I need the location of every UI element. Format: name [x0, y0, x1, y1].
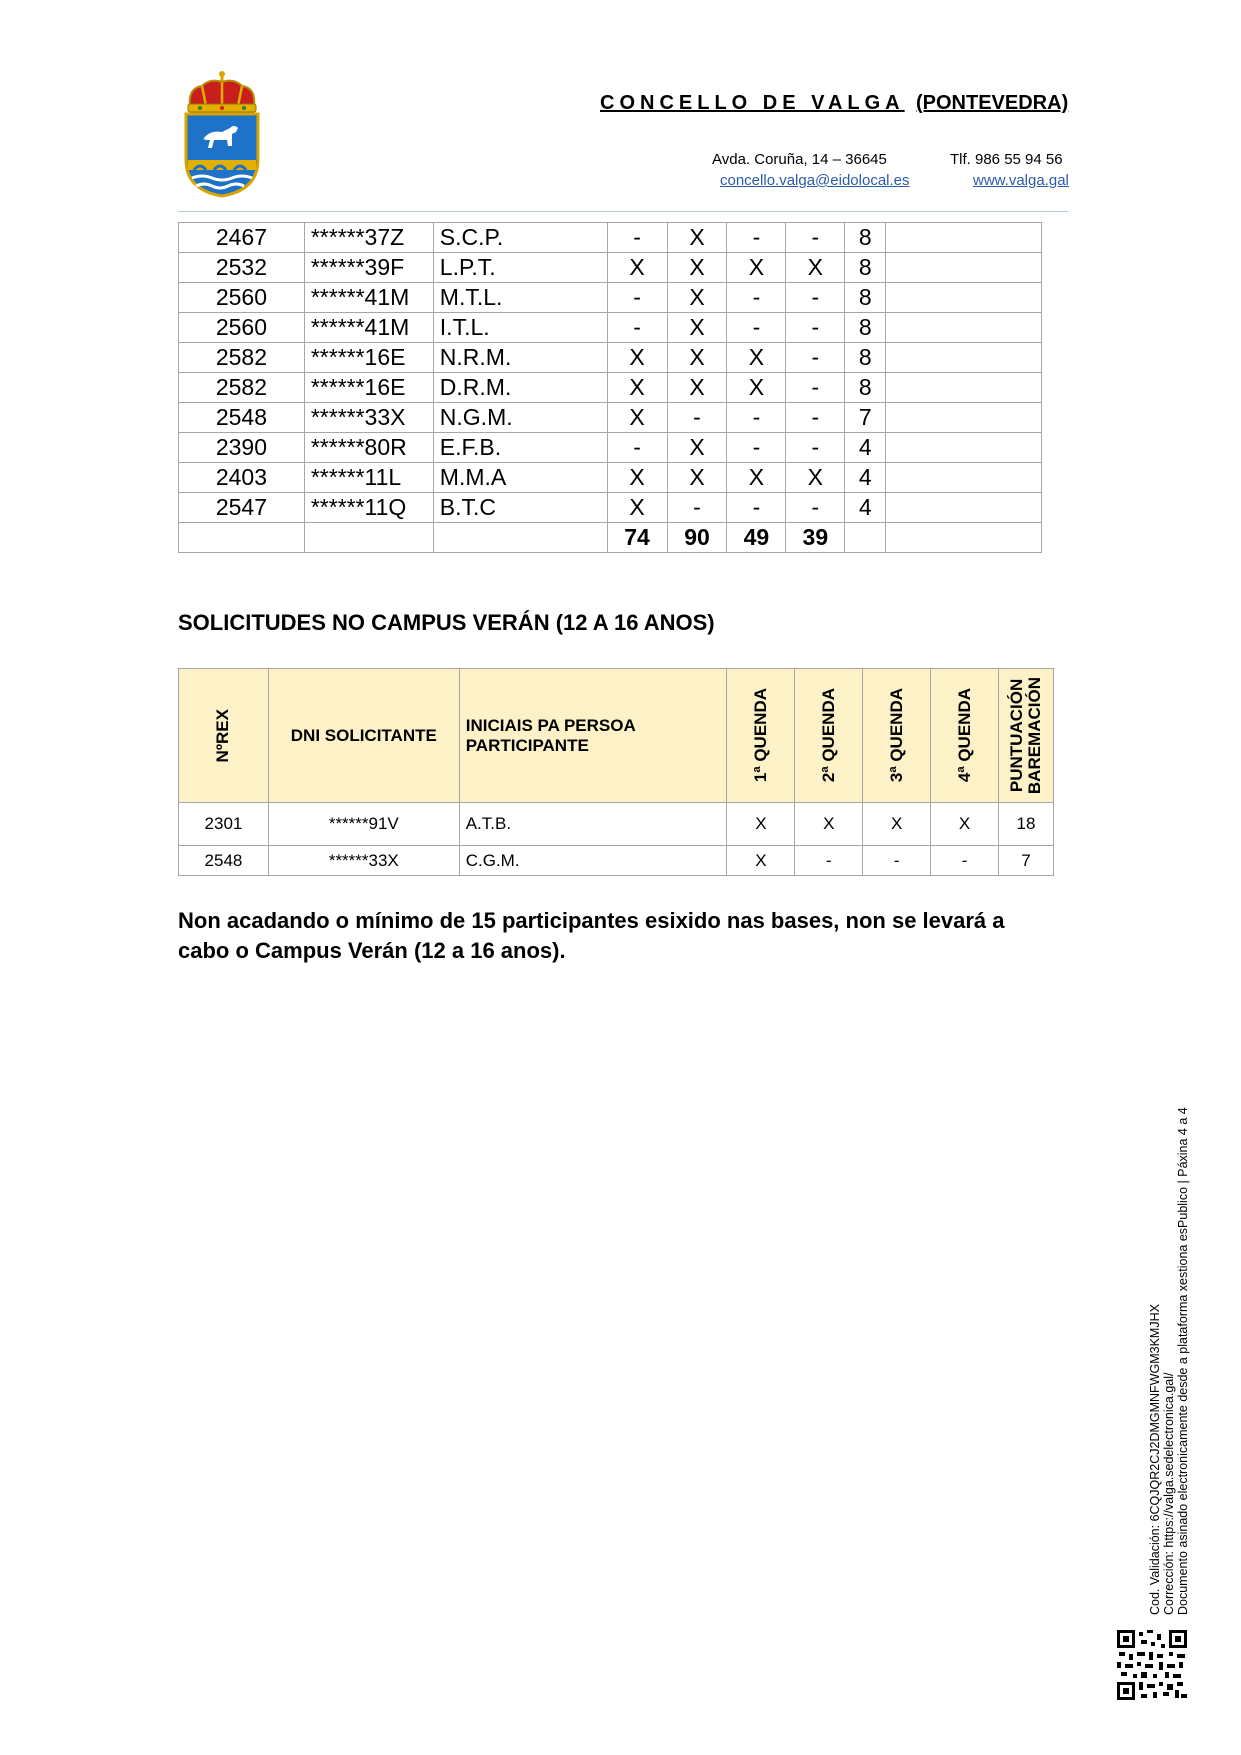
table-cell: 8: [845, 283, 886, 313]
table-cell: -: [786, 283, 845, 313]
section-title: SOLICITUDES NO CAMPUS VERÁN (12 A 16 ANOS): [178, 610, 715, 635]
table-cell: X: [795, 803, 863, 846]
table-header-row: [179, 669, 1054, 803]
table-cell: X: [667, 223, 727, 253]
table-cell: -: [727, 433, 786, 463]
table-cell: ******41M: [304, 283, 433, 313]
table-cell: 8: [845, 313, 886, 343]
table-cell: ******16E: [304, 343, 433, 373]
header-score: [998, 669, 1053, 803]
table-row: [179, 493, 1042, 523]
table-cell: ******11L: [304, 463, 433, 493]
table-cell: -: [786, 343, 845, 373]
table-cell: -: [667, 493, 727, 523]
table-cell: X: [667, 463, 727, 493]
table-cell: [886, 223, 1042, 253]
table-row: [179, 253, 1042, 283]
table-cell: [886, 313, 1042, 343]
table-cell: 2390: [179, 433, 305, 463]
table-cell: X: [727, 463, 786, 493]
table-cell: -: [727, 223, 786, 253]
table-cell: -: [607, 433, 667, 463]
table-cell: X: [607, 493, 667, 523]
header-quenda-2: 2ª QUENDA: [795, 669, 863, 803]
table-cell: ******80R: [304, 433, 433, 463]
table-cell: 8: [845, 253, 886, 283]
table-cell: -: [786, 433, 845, 463]
table-cell: 2582: [179, 343, 305, 373]
table-cell: 7: [845, 403, 886, 433]
table-cell: 90: [667, 523, 727, 553]
table-cell: 2560: [179, 313, 305, 343]
table-cell: [886, 493, 1042, 523]
table-cell: -: [786, 403, 845, 433]
table-cell: -: [786, 373, 845, 403]
table-cell: 4: [845, 463, 886, 493]
council-name: CONCELLO DE VALGA: [600, 92, 905, 114]
table-cell: [433, 523, 607, 553]
table-cell: M.T.L.: [433, 283, 607, 313]
table-cell: X: [786, 253, 845, 283]
table-cell: X: [667, 343, 727, 373]
table-cell: 49: [727, 523, 786, 553]
table-cell: -: [607, 313, 667, 343]
table-cell: I.T.L.: [433, 313, 607, 343]
table-cell: 39: [786, 523, 845, 553]
table-row: [179, 313, 1042, 343]
coat-of-arms-icon: [180, 68, 264, 198]
table-cell: 8: [845, 373, 886, 403]
table-cell: [886, 253, 1042, 283]
table-cell: X: [607, 403, 667, 433]
table-cell: 2560: [179, 283, 305, 313]
header-quenda-4: 4ª QUENDA: [931, 669, 999, 803]
table-cell: 2547: [179, 493, 305, 523]
campus-applications-table: [178, 668, 1054, 876]
table-cell: ******39F: [304, 253, 433, 283]
table-cell: C.G.M.: [459, 846, 727, 876]
website-link[interactable]: www.valga.gal: [973, 172, 1069, 189]
table-cell: -: [727, 313, 786, 343]
table-cell: [886, 373, 1042, 403]
table-cell: 2582: [179, 373, 305, 403]
table-row: [179, 283, 1042, 313]
table-cell: A.T.B.: [459, 803, 727, 846]
table-cell: X: [727, 253, 786, 283]
table-cell: [886, 403, 1042, 433]
table-row: [179, 433, 1042, 463]
table-cell: 2301: [179, 803, 269, 846]
table-cell: X: [727, 846, 795, 876]
header-divider: [178, 211, 1068, 212]
table-row: [179, 463, 1042, 493]
header-quenda-1: 1ª QUENDA: [727, 669, 795, 803]
table-cell: 2532: [179, 253, 305, 283]
table-cell: -: [667, 403, 727, 433]
table-cell: ******91V: [268, 803, 459, 846]
table-cell: -: [786, 493, 845, 523]
table-cell: -: [786, 223, 845, 253]
table-cell: M.M.A: [433, 463, 607, 493]
cancellation-note: Non acadando o mínimo de 15 participantes esixido nas bases, non se levará a cabo o Campus Verán (12 a 16 anos).: [178, 908, 1005, 963]
table-cell: -: [863, 846, 931, 876]
table-cell: B.T.C: [433, 493, 607, 523]
table-cell: X: [667, 283, 727, 313]
table-cell: X: [727, 343, 786, 373]
validation-code: Cod. Validación: 6CQJQR2CJ2DMGMNFWGM3KMJHX: [1148, 1304, 1162, 1615]
table-cell: N.R.M.: [433, 343, 607, 373]
table-cell: [886, 283, 1042, 313]
table-cell: ******33X: [268, 846, 459, 876]
table-cell: X: [607, 463, 667, 493]
table-cell: X: [931, 803, 999, 846]
table-cell: ******16E: [304, 373, 433, 403]
address: Avda. Coruña, 14 – 36645: [712, 151, 887, 168]
header-quenda-3: 3ª QUENDA: [863, 669, 931, 803]
applications-table-continued: [178, 222, 1042, 553]
table-cell: 8: [845, 343, 886, 373]
table-row: [179, 846, 1054, 876]
table-cell: [886, 433, 1042, 463]
province: (PONTEVEDRA): [916, 92, 1069, 114]
table-cell: D.R.M.: [433, 373, 607, 403]
table-cell: X: [607, 343, 667, 373]
email-link[interactable]: concello.valga@eidolocal.es: [720, 172, 910, 189]
table-cell: ******41M: [304, 313, 433, 343]
table-cell: X: [607, 373, 667, 403]
table-cell: X: [863, 803, 931, 846]
table-cell: ******37Z: [304, 223, 433, 253]
table-cell: X: [667, 433, 727, 463]
table-cell: 4: [845, 433, 886, 463]
totals-row: [179, 523, 1042, 553]
table-row: [179, 373, 1042, 403]
table-cell: [886, 523, 1042, 553]
verification-url: Corrección: https://valga.sedelectronica.gal/: [1162, 1372, 1176, 1615]
table-cell: X: [607, 253, 667, 283]
table-cell: 4: [845, 493, 886, 523]
header-score-line1: PUNTUACIÓN: [1006, 678, 1026, 793]
table-cell: X: [667, 253, 727, 283]
table-cell: 2467: [179, 223, 305, 253]
table-cell: 2548: [179, 403, 305, 433]
table-cell: X: [667, 313, 727, 343]
header-initials: INICIAIS PA PERSOA PARTICIPANTE: [459, 669, 727, 803]
table-cell: [845, 523, 886, 553]
phone: Tlf. 986 55 94 56: [950, 151, 1063, 168]
table-row: [179, 803, 1054, 846]
table-cell: X: [667, 373, 727, 403]
table-cell: -: [931, 846, 999, 876]
table-cell: -: [607, 283, 667, 313]
table-cell: X: [727, 373, 786, 403]
table-cell: 2548: [179, 846, 269, 876]
table-cell: -: [727, 493, 786, 523]
table-cell: N.G.M.: [433, 403, 607, 433]
table-row: [179, 223, 1042, 253]
table-cell: ******33X: [304, 403, 433, 433]
table-cell: 7: [998, 846, 1053, 876]
table-cell: [179, 523, 305, 553]
table-cell: ******11Q: [304, 493, 433, 523]
signature-note: Documento asinado electronicamente desde a plataforma xestiona esPublico | Páxina 4 a 4: [1176, 1107, 1190, 1615]
table-cell: -: [727, 403, 786, 433]
table-cell: -: [607, 223, 667, 253]
table-row: [179, 403, 1042, 433]
table-cell: -: [795, 846, 863, 876]
table-cell: 18: [998, 803, 1053, 846]
table-cell: [304, 523, 433, 553]
header-dni: DNI SOLICITANTE: [268, 669, 459, 803]
table-cell: X: [727, 803, 795, 846]
table-cell: E.F.B.: [433, 433, 607, 463]
qr-code-icon: [1117, 1630, 1187, 1700]
table-cell: -: [727, 283, 786, 313]
table-cell: -: [786, 313, 845, 343]
table-cell: [886, 463, 1042, 493]
validation-sidebar: [1148, 1107, 1190, 1615]
table-cell: X: [786, 463, 845, 493]
table-cell: L.P.T.: [433, 253, 607, 283]
table-cell: S.C.P.: [433, 223, 607, 253]
header-nrex: NºREX: [179, 669, 269, 803]
table-cell: 74: [607, 523, 667, 553]
table-cell: 8: [845, 223, 886, 253]
table-cell: 2403: [179, 463, 305, 493]
table-row: [179, 343, 1042, 373]
table-cell: [886, 343, 1042, 373]
header-score-line2: BAREMACIÓN: [1024, 676, 1044, 795]
